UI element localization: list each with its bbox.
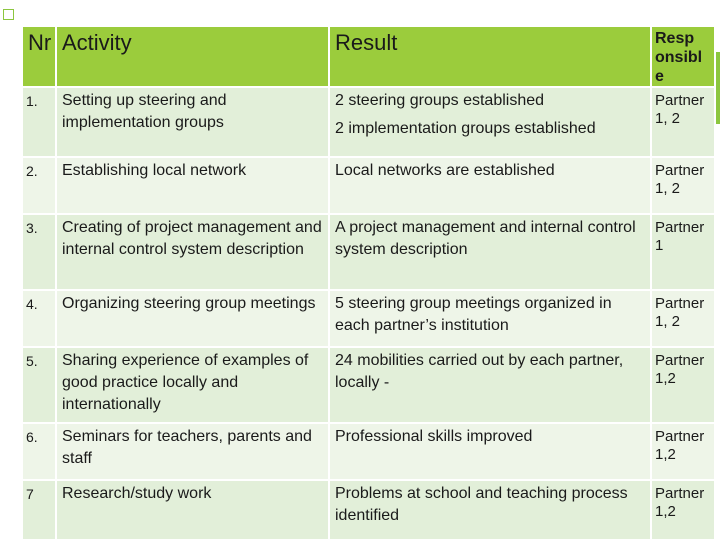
result-cell — [329, 157, 651, 214]
responsible-cell: Partner 1,2 — [651, 423, 715, 480]
row-number: 1. — [22, 87, 56, 157]
table-row — [22, 347, 715, 423]
header-responsible: Resp onsibl e — [651, 26, 715, 87]
row-number: 7 — [22, 480, 56, 540]
table-row — [22, 423, 715, 480]
result-line: Local networks are established — [335, 162, 555, 179]
row-number: 2. — [22, 157, 56, 214]
result-cell — [329, 347, 651, 423]
activity-table — [21, 25, 716, 541]
responsible-cell: Partner 1,2 — [651, 347, 715, 423]
result-cell — [329, 214, 651, 290]
result-line: Problems at school and teaching process identified — [335, 485, 628, 524]
header-activity: Activity — [56, 26, 329, 87]
activity-cell: Establishing local network — [56, 157, 329, 214]
result-cell — [329, 290, 651, 347]
table-row — [22, 290, 715, 347]
table-header — [22, 26, 715, 87]
responsible-cell: Partner 1, 2 — [651, 157, 715, 214]
result-line: 5 steering group meetings organized in each partner’s institution — [335, 295, 612, 334]
table-row — [22, 214, 715, 290]
header-nr: Nr — [22, 26, 56, 87]
activity-cell: Research/study work — [56, 480, 329, 540]
responsible-cell: Partner 1,2 — [651, 480, 715, 540]
activity-cell: Creating of project management and internal control system description — [56, 214, 329, 290]
responsible-cell: Partner 1, 2 — [651, 290, 715, 347]
result-line: Professional skills improved — [335, 428, 533, 445]
result-cell — [329, 423, 651, 480]
row-number: 6. — [22, 423, 56, 480]
row-number: 3. — [22, 214, 56, 290]
activity-cell: Sharing experience of examples of good practice locally and internationally — [56, 347, 329, 423]
responsible-cell: Partner 1 — [651, 214, 715, 290]
header-row — [22, 26, 715, 87]
table-row — [22, 87, 715, 157]
activity-cell: Seminars for teachers, parents and staff — [56, 423, 329, 480]
result-line: A project management and internal control system description — [335, 219, 636, 258]
table-row — [22, 157, 715, 214]
slide-bullet-marker — [3, 9, 14, 20]
result-line: 2 steering groups established — [335, 92, 545, 109]
table-body — [22, 87, 715, 540]
result-line: 24 mobilities carried out by each partner, locally - — [335, 352, 624, 391]
activity-cell: Organizing steering group meetings — [56, 290, 329, 347]
result-line: 2 implementation groups established — [335, 120, 596, 137]
header-result: Result — [329, 26, 651, 87]
result-cell — [329, 480, 651, 540]
result-cell — [329, 87, 651, 157]
responsible-cell: Partner 1, 2 — [651, 87, 715, 157]
activity-cell: Setting up steering and implementation groups — [56, 87, 329, 157]
row-number: 4. — [22, 290, 56, 347]
table-row — [22, 480, 715, 540]
row-number: 5. — [22, 347, 56, 423]
